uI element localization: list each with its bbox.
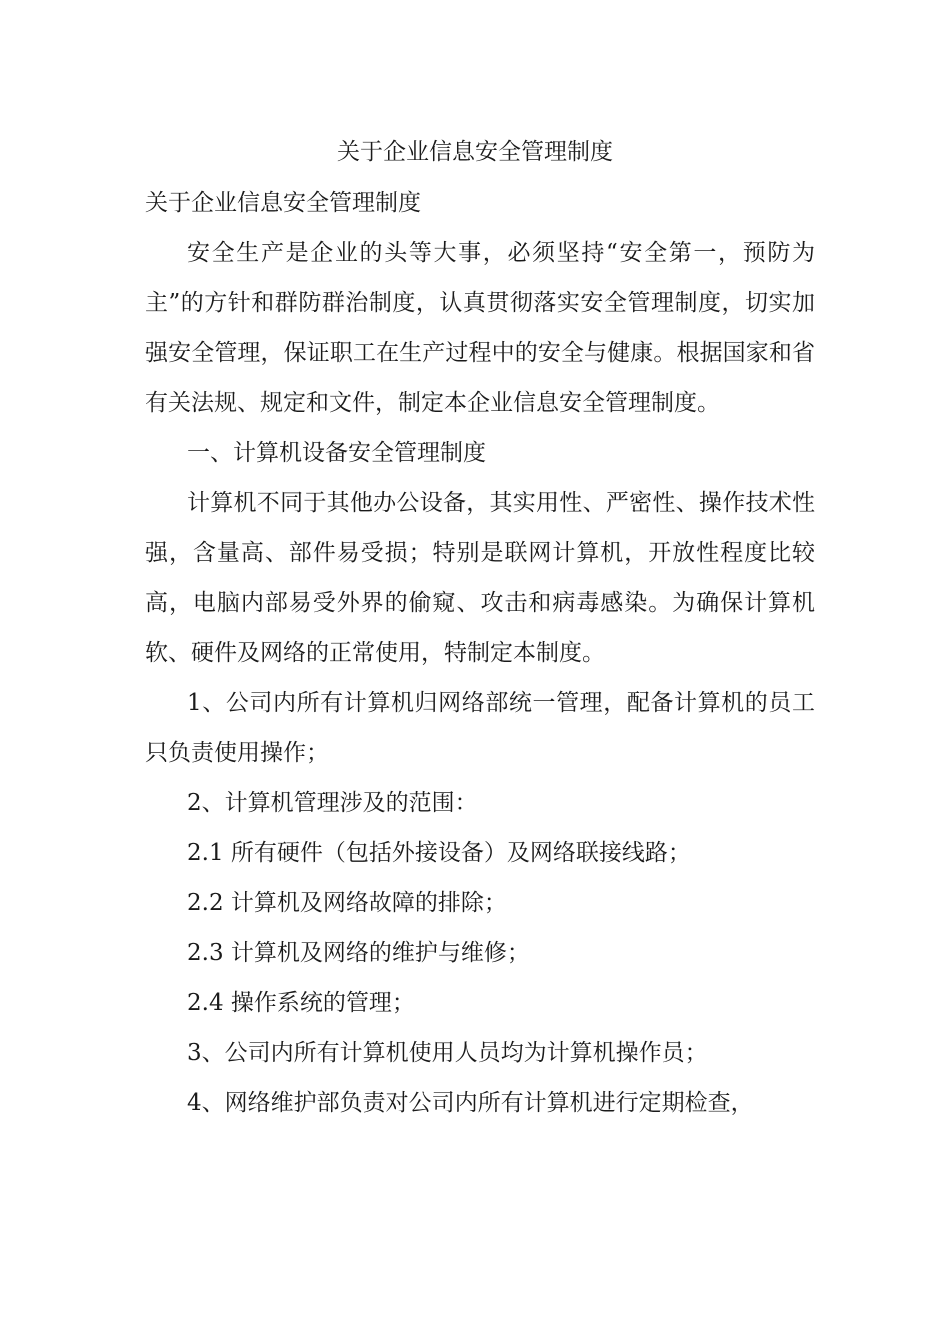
document-subtitle: 关于企业信息安全管理制度 bbox=[145, 190, 421, 216]
list-item-2-4: 2.4 操作系统的管理； bbox=[187, 990, 415, 1016]
section-heading-computer-equipment: 一、计算机设备安全管理制度 bbox=[187, 440, 486, 466]
paragraph-computer-overview: 计算机不同于其他办公设备，其实用性、严密性、操作技术性强，含量高、部件易受损；特别是联网计算机，开放性程度比较高，电脑内部易受外界的偷窥、攻击和病毒感染。为确保计算机软、硬件及网络的正常使用，特制定本制度。 bbox=[145, 490, 815, 666]
list-item-2: 2、计算机管理涉及的范围： bbox=[187, 790, 478, 816]
document-title: 关于企业信息安全管理制度 bbox=[337, 139, 613, 165]
list-item-2-3: 2.3 计算机及网络的维护与维修； bbox=[187, 940, 530, 966]
document-body bbox=[145, 178, 815, 1128]
list-item-1: 1、公司内所有计算机归网络部统一管理，配备计算机的员工只负责使用操作； bbox=[145, 690, 815, 766]
list-item-3: 3、公司内所有计算机使用人员均为计算机操作员； bbox=[187, 1040, 708, 1066]
paragraph-intro: 安全生产是企业的头等大事，必须坚持“安全第一，预防为主”的方针和群防群治制度，认真贯彻落实安全管理制度，切实加强安全管理，保证职工在生产过程中的安全与健康。根据国家和省有关法规、规定和文件，制定本企业信息安全管理制度。 bbox=[145, 240, 815, 416]
list-item-4: 4、网络维护部负责对公司内所有计算机进行定期检查， bbox=[187, 1090, 754, 1116]
list-item-2-1: 2.1 所有硬件（包括外接设备）及网络联接线路； bbox=[187, 840, 691, 866]
list-item-2-2: 2.2 计算机及网络故障的排除； bbox=[187, 890, 507, 916]
